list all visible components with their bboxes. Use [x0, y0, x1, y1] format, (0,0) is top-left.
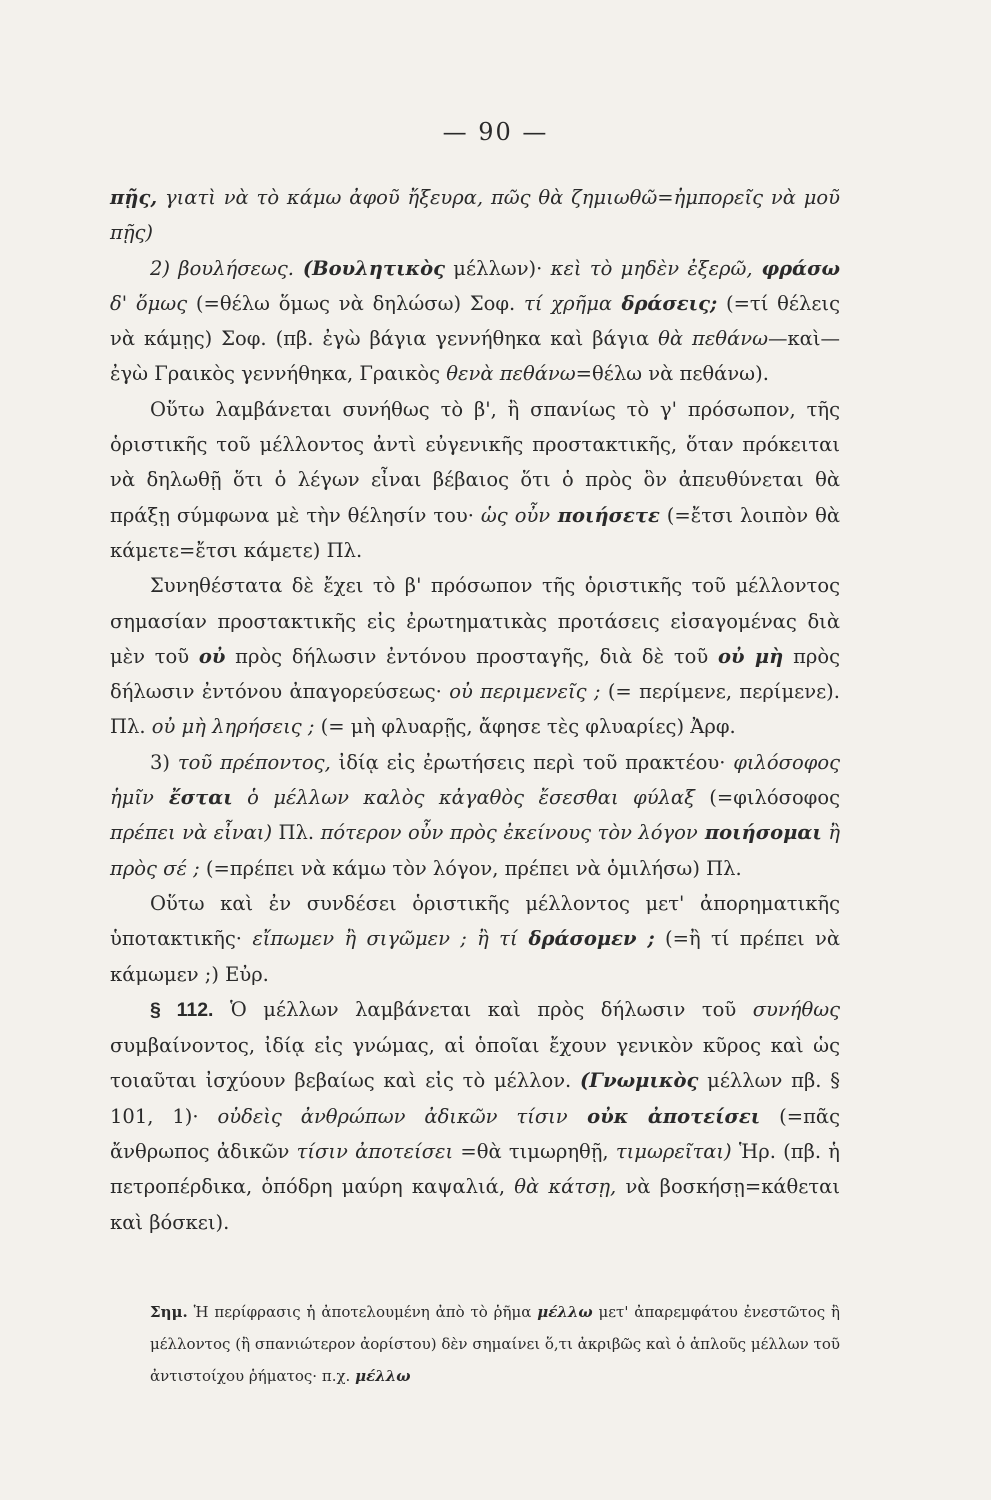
paragraph-3 [110, 392, 840, 568]
text-span: ἰδίᾳ εἰς ἐρωτήσεις περὶ τοῦ πρακτέου· [330, 750, 734, 774]
text-span: τίσιν ἀποτείσει [296, 1140, 454, 1164]
text-span: θὰ πεθάνω [658, 327, 768, 351]
footnote-text [110, 1296, 840, 1392]
text-span: οὐ μὴ ληρήσεις ; [151, 715, 315, 739]
text-span: Οὕτω καὶ ἐν συνδέσει ὁριστικῆς μέλλοντος μετ' ἀπορηματικῆς ὑποτακτικῆς· [110, 891, 840, 951]
text-span: (=πρέπει νὰ κάμω τὸν λόγον, πρέπει νὰ ὁμιλήσω) Πλ. [199, 856, 742, 880]
text-span: ἔσται [153, 786, 233, 810]
text-span: θὰ κάτσῃ, [514, 1175, 617, 1199]
text-span: νὰ βοσκήσῃ=κάθεται καὶ βόσκει). [110, 1175, 840, 1234]
text-span: πότερον οὖν πρὸς ἐκείνους τὸν λόγον [320, 821, 698, 845]
text-span: συμβαίνοντος, ἰδίᾳ εἰς γνώμας, αἱ ὁποῖαι ἔχουν γενικὸν κῦρος καὶ ὡς τοιαῦται ἰσχύουν βεβαίως καὶ εἰς τὸ μέλλον. [110, 1034, 840, 1093]
text-span: ποιήσετε [550, 503, 660, 527]
text-span: φράσω [752, 256, 841, 280]
text-span: πρὸς δήλωσιν ἐντόνου ἀπαγορεύσεως· [110, 644, 841, 704]
text-span: δ' ὅμως [110, 291, 188, 315]
text-span: οὐδεὶς ἀνθρώπων ἀδικῶν τίσιν [217, 1104, 568, 1128]
text-span: πῇς, [110, 186, 158, 209]
text-span: Ἡ περίφρασις ἡ ἀποτελουμένη ἀπὸ τὸ ῥῆμα [187, 1303, 538, 1321]
footnote-label: Σημ. [150, 1303, 188, 1321]
text-span: δράσεις; [612, 291, 718, 315]
text-span: θενὰ πεθάνω [446, 362, 576, 386]
text-span: μέλλων)· [445, 256, 551, 280]
text-span: Ὁ μέλλων λαμβάνεται καὶ πρὸς δήλωσιν τοῦ [213, 997, 753, 1021]
text-span: μετ' ἀπαρεμφάτου ἐνεστῶτος ἢ μέλλοντος (ἢ σπανιώτερον ἀορίστου) δὲν σημαίνει ὅ,τι ἀκριβῶς καὶ ὁ ἁπλοῦς μέλλων τοῦ ἀντιστοίχου ῥήματος· π.χ. [150, 1303, 840, 1385]
text-span: Ἡρ. (πβ. ἡ πετροπέρδικα, ὁπόδρη μαύρη καψαλιά, [110, 1140, 840, 1199]
text-span: Συνηθέστατα δὲ ἔχει τὸ β' πρόσωπον τῆς ὁριστικῆς τοῦ μέλλοντος σημασίαν προστακτικῆς εἰς ἐρωτηματικὰς προτάσεις εἰσαγομένας διὰ μὲν τοῦ [110, 574, 840, 668]
text-span: τί χρῆμα [524, 291, 613, 315]
text-span: (=φιλόσοφος [694, 786, 840, 810]
text-span: 2) βουλήσεως. [150, 256, 294, 280]
text-span: μέλλω [355, 1367, 411, 1385]
paragraph-5 [110, 745, 840, 886]
text-span: πρὸς δήλωσιν ἐντόνου προσταγῆς, διὰ δὲ τοῦ [225, 644, 718, 668]
paragraph-7 [110, 992, 840, 1240]
text-span: φιλόσοφος ἡμῖν [110, 750, 840, 810]
text-span: (=τί θέλεις νὰ κάμῃς) Σοφ. (πβ. ἐγὼ βάγια γεννήθηκα καὶ βάγια [110, 291, 840, 351]
text-span: οὐκ ἀποτείσει [567, 1104, 761, 1128]
text-span: (=ἢ τί πρέπει νὰ κάμωμεν ;) Εὐρ. [110, 927, 840, 986]
section-number: § 112. [150, 998, 214, 1021]
text-span: Οὕτω λαμβάνεται συνήθως τὸ β', ἢ σπανίως τὸ γ' πρόσωπον, τῆς ὁριστικῆς τοῦ μέλλοντος ἀντὶ εὐγενικῆς προστακτικῆς, ὅταν πρόκειται νὰ δηλωθῇ ὅτι ὁ λέγων εἶναι βέβαιος ὅτι ὁ πρὸς ὃν ἀπευθύνεται θὰ πράξῃ σύμφωνα μὲ τὴν θέλησίν του· [110, 397, 840, 527]
text-span: (= περίμενε, περίμενε). Πλ. [110, 680, 840, 739]
text-span: οὐ [198, 644, 226, 668]
paragraph-4 [110, 568, 840, 744]
text-span: τιμωρεῖται) [615, 1140, 732, 1164]
text-span: δράσομεν ; [517, 927, 655, 951]
text-span: συνήθως [752, 997, 841, 1021]
text-span: (=θέλω ὅμως νὰ δηλώσω) Σοφ. [187, 291, 525, 315]
text-span: ἢ πρὸς σέ ; [110, 821, 841, 880]
text-span: (= μὴ φλυαρῇς, ἄφησε τὲς φλυαρίες) Ἀρφ. [314, 715, 736, 739]
text-span: κεὶ τὸ μηδὲν ἐξερῶ, [550, 256, 753, 280]
footnote [110, 1296, 840, 1392]
text-span: ὁ μέλλων καλὸς κἀγαθὸς ἔσεσθαι φύλαξ [232, 786, 695, 810]
text-span: τοῦ πρέποντος, [177, 750, 331, 774]
text-span: (=πᾶς ἄνθρωπος ἀδικῶν [110, 1104, 840, 1164]
text-span: οὐ μὴ [718, 644, 784, 668]
text-span: ποιήσομαι [697, 821, 822, 845]
text-span: ὡς οὖν [480, 503, 551, 527]
text-span: (=ἔτσι λοιπὸν θὰ κάμετε=ἔτσι κάμετε) Πλ. [110, 503, 840, 562]
text-span: —καὶ—ἐγὼ Γραικὸς γεννήθηκα, Γραικὸς [110, 327, 840, 386]
paragraph-1 [110, 180, 840, 251]
text-span: =θὰ τιμωρηθῇ, [453, 1140, 616, 1164]
text-span: οὐ περιμενεῖς ; [449, 680, 601, 704]
page-number: — 90 — [442, 118, 549, 146]
text-span: μέλλω [537, 1303, 593, 1321]
text-span: =θέλω νὰ πεθάνω). [575, 362, 769, 386]
text-span: 3) [150, 750, 178, 774]
text-span: πρέπει νὰ εἶναι) [110, 821, 273, 845]
paragraph-6 [110, 886, 840, 992]
paragraph-2 [110, 251, 840, 392]
text-span: (Βουλητικὸς [294, 256, 446, 280]
main-text [110, 180, 840, 1240]
text-span: Πλ. [272, 821, 321, 845]
text-span: μέλλων πβ. § 101, 1)· [110, 1069, 840, 1128]
text-span: γιατὶ νὰ τὸ κάμω ἀφοῦ ἤξευρα, πῶς θὰ ζημιωθῶ=ἠμπορεῖς νὰ μοῦ πῇς) [110, 186, 840, 245]
text-span: (Γνωμικὸς [580, 1069, 699, 1093]
text-span: εἴπωμεν ἢ σιγῶμεν ; ἢ τί [252, 927, 518, 951]
